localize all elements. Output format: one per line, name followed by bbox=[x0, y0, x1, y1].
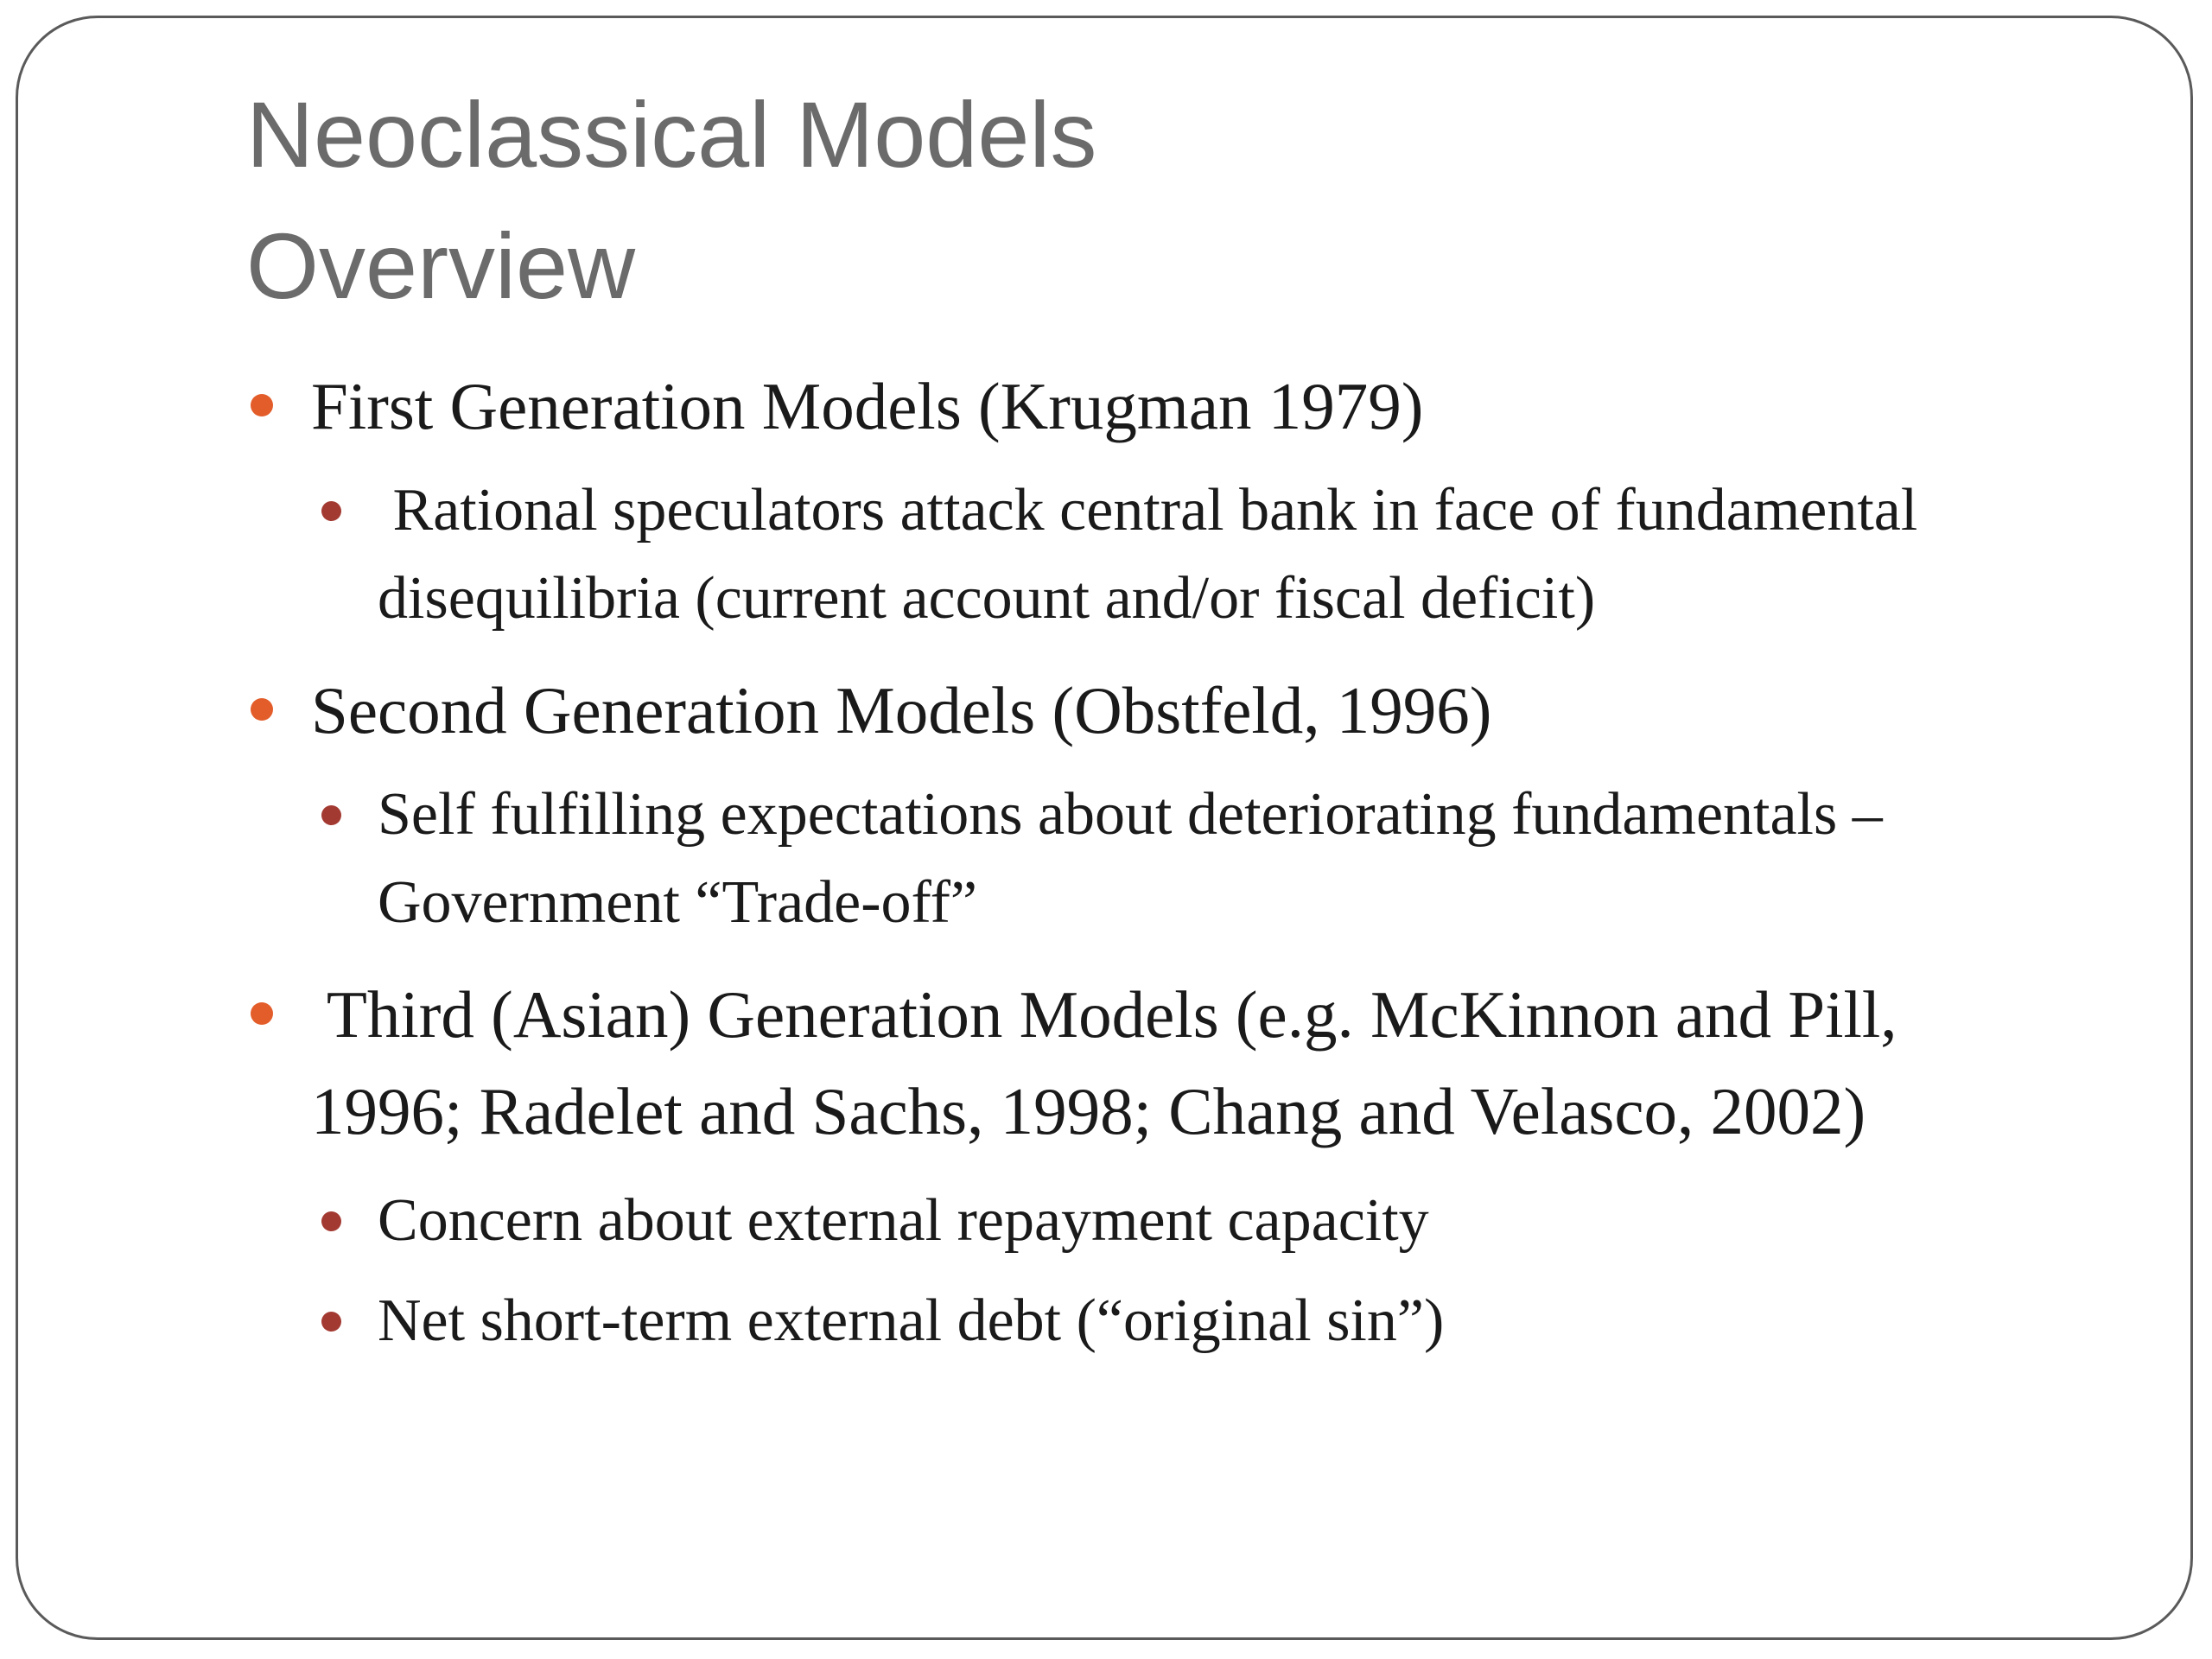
sub-bullet-text-line: Net short-term external debt (“original sin”) bbox=[378, 1287, 1445, 1354]
sub-bullet-text-line: Self fulfilling expectations about deteriorating fundamentals – bbox=[378, 781, 1883, 848]
sub-bullet-repayment-capacity bbox=[378, 1177, 2106, 1265]
bullet-text-line: First Generation Models (Krugman 1979) bbox=[311, 369, 1424, 443]
sub-bullet-dot-icon bbox=[321, 805, 341, 825]
sub-bullet-rational-speculators bbox=[378, 467, 2106, 643]
bullet-text-line: 1996; Radelet and Sachs, 1998; Chang and Velasco, 2002) bbox=[311, 1074, 1866, 1148]
sub-bullet-self-fulfilling bbox=[378, 771, 2106, 947]
bullet-dot-icon bbox=[251, 698, 273, 721]
slide-title-line: Overview bbox=[246, 213, 636, 318]
sub-bullet-dot-icon bbox=[321, 1211, 341, 1231]
sub-bullet-text bbox=[378, 467, 2106, 643]
bullet-dot-icon bbox=[251, 394, 273, 416]
slide-title-line: Neoclassical Models bbox=[246, 82, 1097, 187]
bullet-text-line: Third (Asian) Generation Models (e.g. McKinnon and Pill, bbox=[311, 977, 1897, 1052]
sub-bullet-text-line: Government “Trade-off” bbox=[378, 869, 977, 936]
bullet-text bbox=[311, 662, 2091, 759]
sub-bullet-text bbox=[378, 1277, 2106, 1365]
sub-bullet-text bbox=[378, 771, 2106, 947]
sub-bullet-dot-icon bbox=[321, 501, 341, 521]
bullet-second-generation bbox=[311, 662, 2091, 759]
sub-bullet-text-line: Concern about external repayment capacity bbox=[378, 1187, 1429, 1254]
bullet-third-generation bbox=[311, 966, 2091, 1160]
bullet-text-line: Second Generation Models (Obstfeld, 1996) bbox=[311, 673, 1492, 747]
bullet-text bbox=[311, 966, 2091, 1160]
bullet-first-generation bbox=[311, 358, 2091, 454]
sub-bullet-text bbox=[378, 1177, 2106, 1265]
bullet-text bbox=[311, 358, 2091, 454]
sub-bullet-dot-icon bbox=[321, 1312, 341, 1332]
bullet-dot-icon bbox=[251, 1002, 273, 1025]
sub-bullet-text-line: Rational speculators attack central bank in face of fundamental bbox=[378, 477, 1918, 543]
sub-bullet-original-sin bbox=[378, 1277, 2106, 1365]
sub-bullet-text-line: disequilibria (current account and/or fiscal deficit) bbox=[378, 565, 1596, 632]
